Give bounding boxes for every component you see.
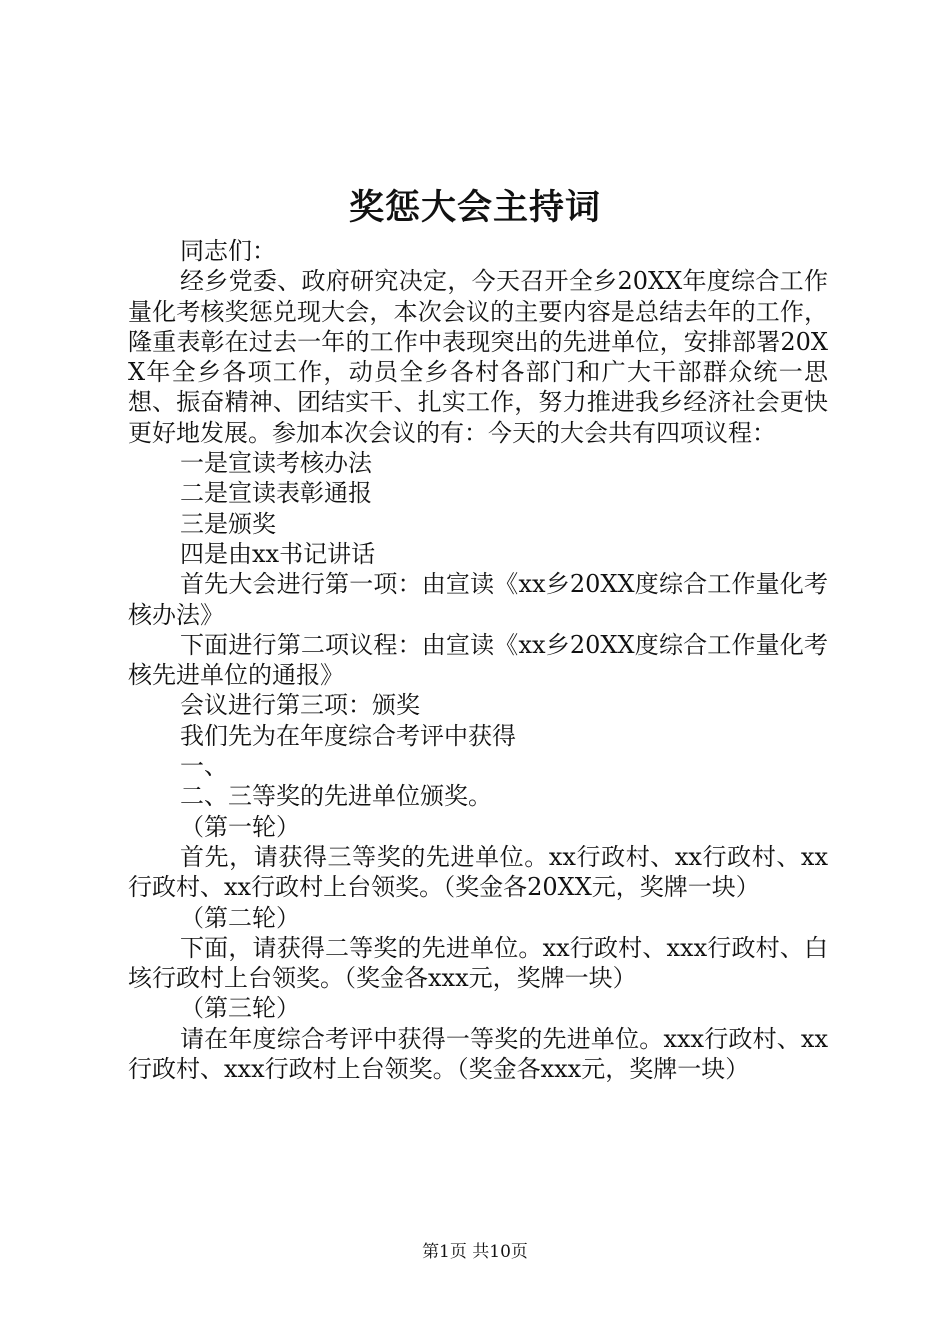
paragraph-intro: 经乡党委、政府研究决定，今天召开全乡20XX年度综合工作量化考核奖惩兑现大会，本次会议的主要内容是总结去年的工作，隆重表彰在过去一年的工作中表现突出的先进单位，安排部署20XX年全乡各项工作，动员全乡各村各部门和广大干部群众统一思想、振奋精神、团结实干、扎实工作，努力推进我乡经济社会更快更好地发展。参加本次会议的有：今天的大会共有四项议程： bbox=[128, 267, 828, 447]
paragraph-salutation: 同志们： bbox=[180, 237, 276, 265]
paragraph-award-two-three: 二、三等奖的先进单位颁奖。 bbox=[180, 782, 492, 811]
paragraph-round-3: （第三轮） bbox=[180, 994, 300, 1023]
paragraph-agenda-1: 一是宣读考核办法 bbox=[180, 449, 372, 478]
paragraph-award-intro: 我们先为在年度综合考评中获得 bbox=[180, 721, 516, 750]
paragraph-agenda-2: 二是宣读表彰通报 bbox=[180, 479, 372, 508]
document-body bbox=[128, 236, 828, 1084]
paragraph-second-prize: 下面，请获得二等奖的先进单位。xx行政村、xxx行政村、白垓行政村上台领奖。（奖金各xxx元，奖牌一块） bbox=[128, 933, 828, 993]
paragraph-third-prize: 首先，请获得三等奖的先进单位。xx行政村、xx行政村、xx行政村、xx行政村上台领奖。（奖金各20XX元，奖牌一块） bbox=[128, 842, 828, 902]
paragraph-first-prize: 请在年度综合考评中获得一等奖的先进单位。xxx行政村、xx行政村、xxx行政村上台领奖。（奖金各xxx元，奖牌一块） bbox=[128, 1024, 828, 1084]
paragraph-round-1: （第一轮） bbox=[180, 812, 300, 841]
paragraph-award-one: 一、 bbox=[180, 752, 228, 781]
page-number: 第1页 共10页 bbox=[422, 1242, 528, 1262]
paragraph-agenda-3: 三是颁奖 bbox=[180, 509, 276, 538]
paragraph-item-3: 会议进行第三项：颁奖 bbox=[180, 691, 420, 720]
paragraph-agenda-4: 四是由xx书记讲话 bbox=[180, 539, 376, 568]
document-title: 奖惩大会主持词 bbox=[348, 187, 601, 228]
paragraph-item-1: 首先大会进行第一项：由宣读《xx乡20XX度综合工作量化考核办法》 bbox=[128, 570, 828, 629]
paragraph-item-2: 下面进行第二项议程：由宣读《xx乡20XX度综合工作量化考核先进单位的通报》 bbox=[128, 630, 828, 690]
paragraph-round-2: （第二轮） bbox=[180, 903, 300, 932]
